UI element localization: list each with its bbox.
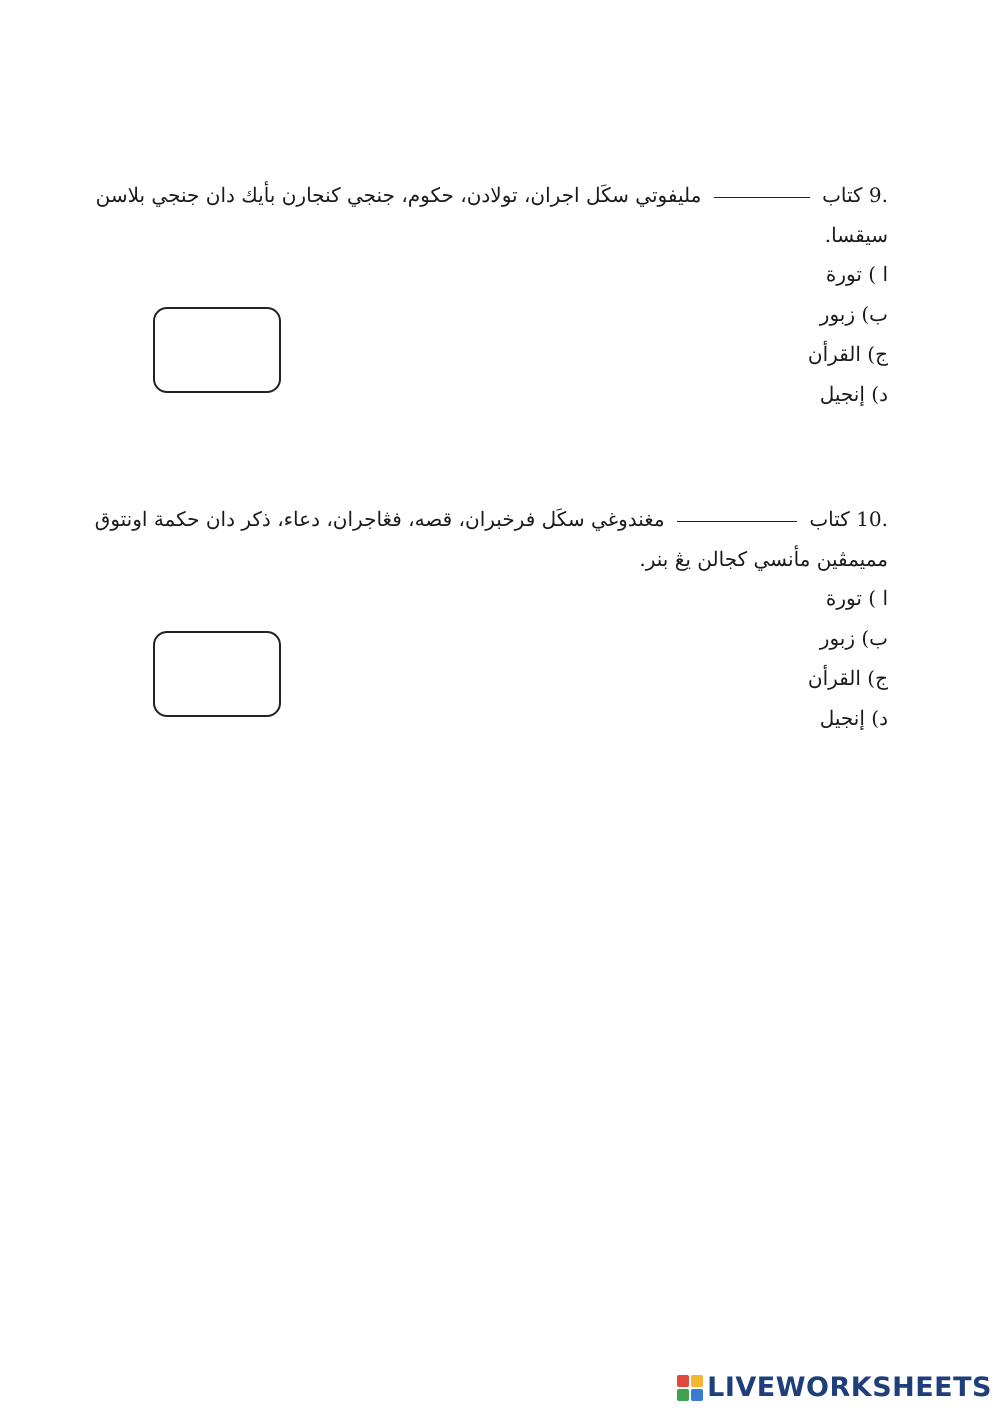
question-lead: كتاب xyxy=(809,507,850,531)
question-10-line1 xyxy=(94,500,888,538)
logo-mark-icon xyxy=(677,1375,703,1401)
question-lead: كتاب xyxy=(822,183,863,207)
option-c: ج) القرأن xyxy=(807,666,888,690)
question-9-line1 xyxy=(95,176,888,214)
option-c: ج) القرأن xyxy=(807,342,888,366)
answer-box-10[interactable] xyxy=(153,631,281,717)
question-text: مغندوغي سكَل فرخبران، قصه، فڠاجران، دعاء، ذكر دان حكمة اونتوق xyxy=(94,507,665,531)
answer-blank xyxy=(677,520,797,522)
logo-square-red xyxy=(677,1375,689,1387)
logo-square-blue xyxy=(691,1389,703,1401)
question-text: مليفوتي سكَل اجران، تولادن، حكوم، جنجي كنجارن بأيك دان جنجي بلاسن xyxy=(95,183,702,207)
question-number: 10. xyxy=(856,507,888,531)
option-a: ا ) تورة xyxy=(825,586,888,610)
logo-square-green xyxy=(677,1389,689,1401)
logo-square-yellow xyxy=(691,1375,703,1387)
question-9-line2: سيقسا. xyxy=(824,223,888,247)
option-b: ب) زبور xyxy=(819,626,888,650)
question-number: 9. xyxy=(868,183,888,207)
option-d: د) إنجيل xyxy=(819,382,888,406)
logo-text: LIVEWORKSHEETS xyxy=(707,1372,992,1403)
question-10-line2: مميمڤين مأنسي كجالن يڠ بنر. xyxy=(639,547,888,571)
answer-box-9[interactable] xyxy=(153,307,281,393)
option-b: ب) زبور xyxy=(819,302,888,326)
answer-blank xyxy=(714,196,810,198)
option-d: د) إنجيل xyxy=(819,706,888,730)
option-a: ا ) تورة xyxy=(825,262,888,286)
liveworksheets-logo xyxy=(677,1372,992,1403)
